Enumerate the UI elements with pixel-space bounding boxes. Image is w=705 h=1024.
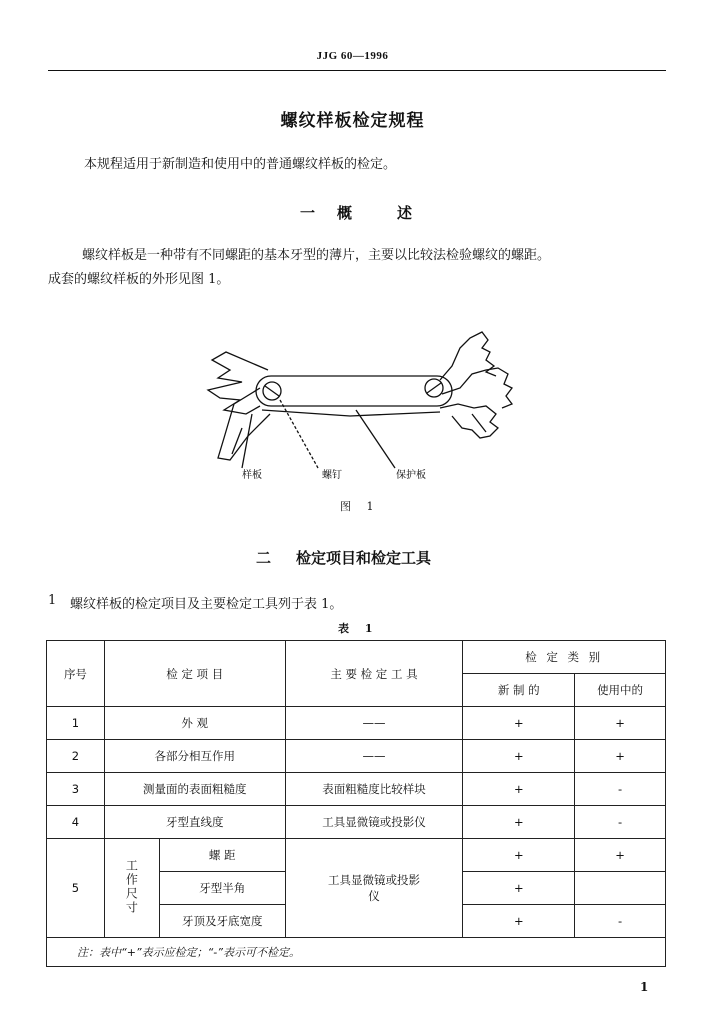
cell-new: +	[463, 839, 575, 872]
table-row	[47, 707, 666, 740]
section-title: 检定项目和检定工具	[296, 549, 432, 567]
table-note: 注：表中“+”表示应检定；“-”表示可不检定。	[47, 938, 666, 967]
cell-in-use: +	[575, 707, 666, 740]
cell-in-use	[575, 872, 666, 905]
cell-tool: 工具显微镜或投影仪	[285, 806, 463, 839]
cell-tool: 工具显微镜或投影仪	[285, 839, 463, 938]
cell-in-use: -	[575, 806, 666, 839]
description-paragraph	[48, 244, 673, 292]
protection-plate	[256, 376, 452, 406]
description-line-2: 成套的螺纹样板的外形见图 1。	[48, 272, 230, 287]
cell-new: +	[463, 740, 575, 773]
cell-in-use: -	[575, 905, 666, 938]
standard-code: JJG 60—1996	[316, 50, 389, 62]
cell-seq: 1	[47, 707, 105, 740]
table-label: 表 1	[338, 622, 379, 635]
header-rule	[48, 70, 666, 71]
header-category: 检 定 类 别	[463, 641, 666, 674]
cell-new: +	[463, 707, 575, 740]
header-new: 新 制 的	[463, 674, 575, 707]
table-row	[47, 773, 666, 806]
cell-tool: ——	[285, 740, 463, 773]
page-number: 1	[640, 980, 649, 994]
cell-seq: 4	[47, 806, 105, 839]
cell-new: +	[463, 905, 575, 938]
table-row	[47, 839, 666, 872]
table-row	[47, 806, 666, 839]
scope-paragraph: 本规程适用于新制造和使用中的普通螺纹样板的检定。	[84, 157, 397, 172]
cell-in-use: -	[575, 773, 666, 806]
right-gauge-blade-2	[442, 368, 512, 408]
cell-item: 外 观	[104, 707, 285, 740]
section-title-part-1: 概	[337, 204, 353, 222]
cell-tool: ——	[285, 707, 463, 740]
description-line-1: 螺纹样板是一种带有不同螺距的基本牙型的薄片，主要以比较法检验螺纹的螺距。	[82, 248, 551, 263]
cell-seq: 5	[47, 839, 105, 938]
cell-item: 牙型直线度	[104, 806, 285, 839]
thread-gauge-figure	[190, 318, 530, 488]
cell-in-use: +	[575, 740, 666, 773]
right-gauge-blade-3	[440, 404, 498, 438]
header-seq: 序号	[47, 641, 105, 707]
cell-item: 螺 距	[159, 839, 285, 872]
cell-seq: 3	[47, 773, 105, 806]
cell-tool: 表面粗糙度比较样块	[285, 773, 463, 806]
label-protection-plate: 保护板	[396, 470, 426, 481]
cell-seq: 2	[47, 740, 105, 773]
cell-new: +	[463, 773, 575, 806]
group-label: 工作尺寸	[124, 858, 139, 915]
document-title: 螺纹样板检定规程	[280, 111, 425, 131]
cell-new: +	[463, 806, 575, 839]
section-title-part-2: 述	[397, 204, 413, 222]
cell-item: 测量面的表面粗糙度	[104, 773, 285, 806]
cell-in-use: +	[575, 839, 666, 872]
cell-new: +	[463, 872, 575, 905]
label-gauge: 样板	[242, 470, 262, 481]
figure-caption: 图 1	[340, 500, 380, 513]
header-tool: 主 要 检 定 工 具	[285, 641, 463, 707]
right-gauge-blade	[440, 332, 496, 380]
section-number: 二	[256, 549, 272, 567]
table-row	[47, 740, 666, 773]
cell-group	[104, 839, 159, 938]
clause-number: 1	[48, 593, 57, 608]
cell-item: 牙顶及牙底宽度	[159, 905, 285, 938]
header-in-use: 使用中的	[575, 674, 666, 707]
header-item: 检 定 项 目	[104, 641, 285, 707]
section-number: 一	[300, 204, 316, 222]
clause-text: 螺纹样板的检定项目及主要检定工具列于表 1。	[70, 597, 343, 612]
label-screw: 螺钉	[322, 470, 342, 481]
cell-item: 各部分相互作用	[104, 740, 285, 773]
inspection-table	[46, 640, 666, 967]
cell-item: 牙型半角	[159, 872, 285, 905]
